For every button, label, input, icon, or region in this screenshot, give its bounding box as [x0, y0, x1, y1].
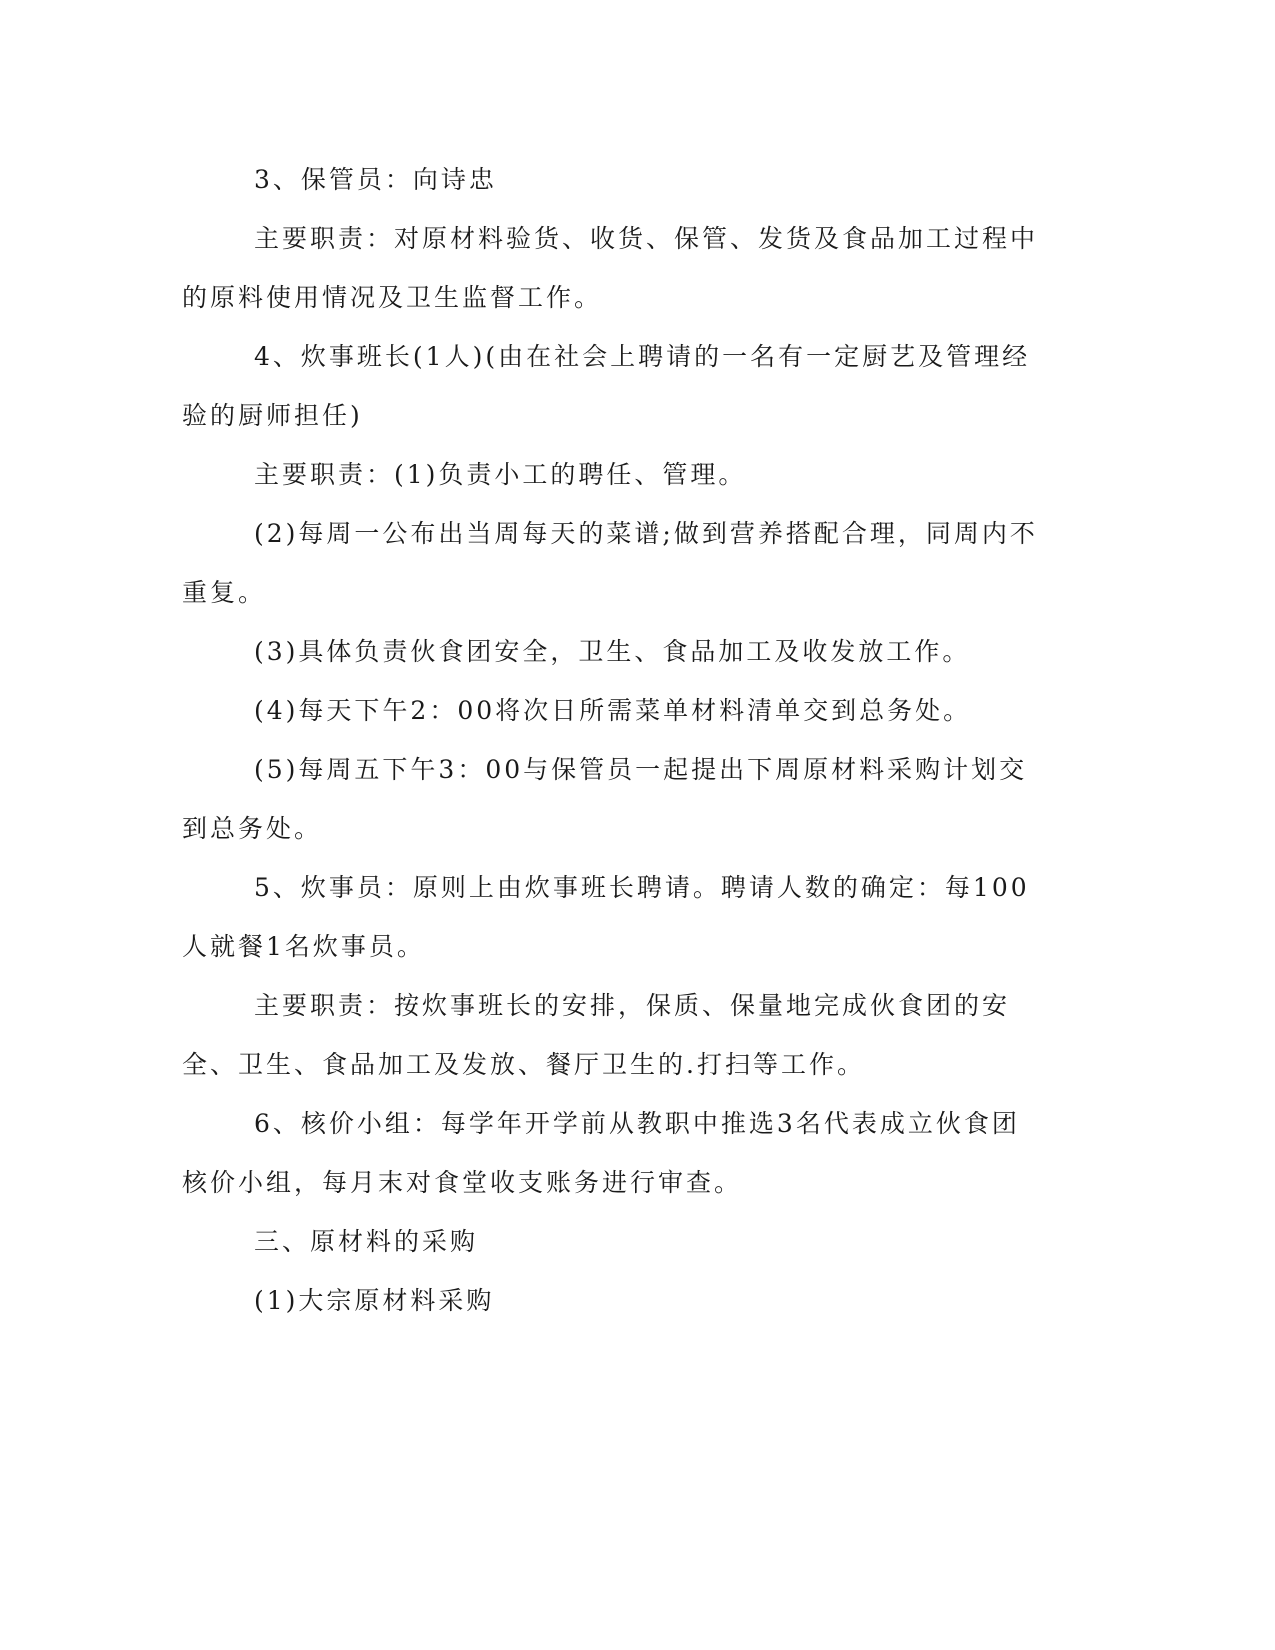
section-heading-procurement: 三、原材料的采购 — [254, 1227, 479, 1256]
paragraph-leader-duty-1: 主要职责：(1)负责小工的聘任、管理。 — [254, 460, 747, 489]
paragraph-leader-duty-2: (2)每周一公布出当周每天的菜谱;做到营养搭配合理，同周内不重复。 — [182, 519, 1038, 607]
paragraph-cooks: 5、炊事员：原则上由炊事班长聘请。聘请人数的确定：每100人就餐1名炊事员。 — [182, 873, 1030, 961]
paragraph-storekeeper-duties: 主要职责：对原材料验货、收货、保管、发货及食品加工过程中的原料使用情况及卫生监督工作。 — [182, 224, 1039, 312]
document-body — [182, 150, 1042, 1330]
paragraph-leader-duty-4: (4)每天下午2：00将次日所需菜单材料清单交到总务处。 — [254, 696, 972, 725]
paragraph-kitchen-leader: 4、炊事班长(1人)(由在社会上聘请的一名有一定厨艺及管理经验的厨师担任) — [182, 342, 1031, 430]
paragraph-pricing-group: 6、核价小组：每学年开学前从教职中推选3名代表成立伙食团核价小组，每月末对食堂收支账务进行审查。 — [182, 1109, 1020, 1197]
paragraph-leader-duty-5: (5)每周五下午3：00与保管员一起提出下周原材料采购计划交到总务处。 — [182, 755, 1028, 843]
paragraph-storekeeper: 3、保管员：向诗忠 — [254, 165, 497, 194]
paragraph-bulk-procurement: (1)大宗原材料采购 — [254, 1286, 495, 1315]
paragraph-leader-duty-3: (3)具体负责伙食团安全，卫生、食品加工及收发放工作。 — [254, 637, 971, 666]
paragraph-cooks-duties: 主要职责：按炊事班长的安排，保质、保量地完成伙食团的安全、卫生、食品加工及发放、餐厅卫生的.打扫等工作。 — [182, 991, 1011, 1079]
